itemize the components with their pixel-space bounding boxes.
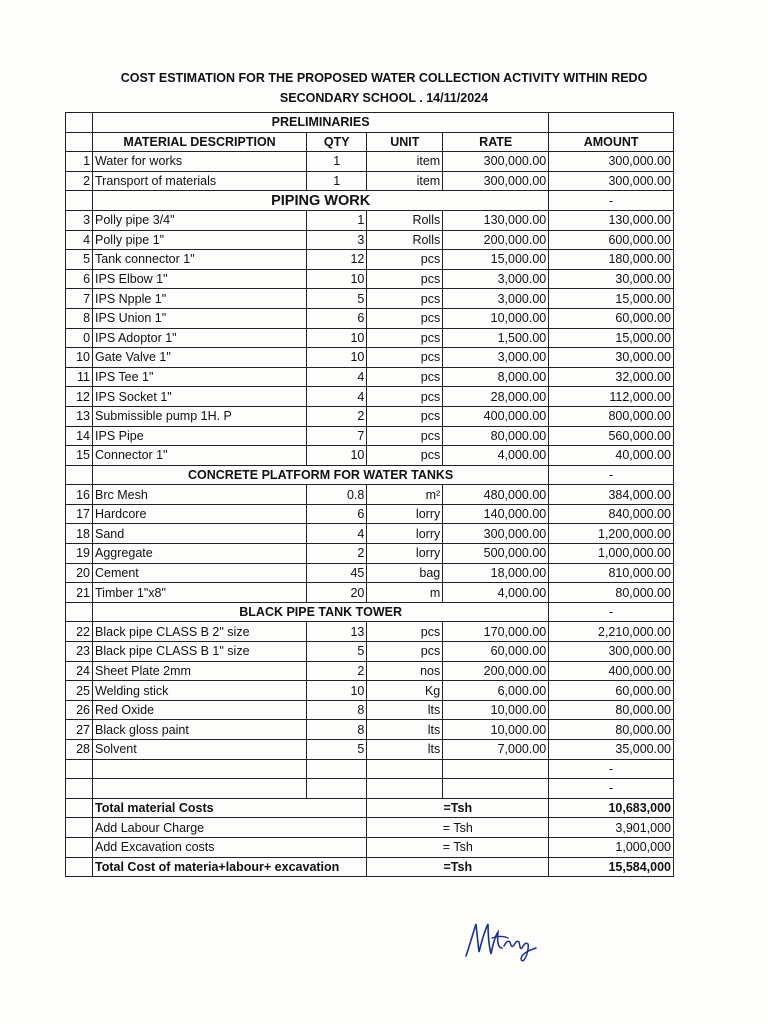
item-description: Black gloss paint: [93, 720, 307, 740]
table-row: [66, 250, 674, 270]
item-unit: pcs: [367, 406, 443, 426]
header-unit: UNIT: [367, 132, 443, 152]
item-rate: 1,500.00: [443, 328, 549, 348]
row-number: 3: [66, 210, 93, 230]
item-unit: pcs: [367, 308, 443, 328]
item-rate: 3,000.00: [443, 348, 549, 368]
item-qty: 5: [307, 642, 367, 662]
total-label: Total material Costs: [93, 798, 367, 818]
item-unit: Rolls: [367, 230, 443, 250]
row-number: [66, 113, 93, 133]
item-amount: 60,000.00: [549, 681, 674, 701]
item-unit: pcs: [367, 622, 443, 642]
section-row-black_pipe: [66, 602, 674, 622]
table-row: [66, 446, 674, 466]
blank-cell: [66, 779, 93, 799]
table-row: [66, 544, 674, 564]
item-rate: 3,000.00: [443, 269, 549, 289]
row-number: 4: [66, 230, 93, 250]
section-amount: -: [549, 465, 674, 485]
table-row: [66, 583, 674, 603]
item-amount: 300,000.00: [549, 152, 674, 172]
item-amount: 32,000.00: [549, 367, 674, 387]
item-rate: 170,000.00: [443, 622, 549, 642]
item-qty: 12: [307, 250, 367, 270]
item-unit: item: [367, 171, 443, 191]
item-unit: lorry: [367, 504, 443, 524]
item-qty: 2: [307, 544, 367, 564]
item-unit: lts: [367, 740, 443, 760]
header-amount: AMOUNT: [549, 132, 674, 152]
blank-amount: -: [549, 779, 674, 799]
table-row: [66, 171, 674, 191]
item-amount: 30,000.00: [549, 269, 674, 289]
table-row: [66, 348, 674, 368]
section-amount: -: [549, 191, 674, 211]
item-rate: 10,000.00: [443, 720, 549, 740]
item-qty: 6: [307, 308, 367, 328]
item-description: Polly pipe 3/4": [93, 210, 307, 230]
item-amount: 1,200,000.00: [549, 524, 674, 544]
column-header-row: [66, 132, 674, 152]
section-amount: -: [549, 602, 674, 622]
table-row: [66, 563, 674, 583]
item-qty: 10: [307, 348, 367, 368]
row-number: 10: [66, 348, 93, 368]
item-description: Aggregate: [93, 544, 307, 564]
total-label: Add Labour Charge: [93, 818, 367, 838]
table-row: [66, 622, 674, 642]
row-number: [66, 798, 93, 818]
total-currency: =Tsh: [367, 857, 549, 877]
table-row: [66, 210, 674, 230]
row-number: 11: [66, 367, 93, 387]
row-number: 21: [66, 583, 93, 603]
item-qty: 8: [307, 700, 367, 720]
item-description: Red Oxide: [93, 700, 307, 720]
blank-row: [66, 779, 674, 799]
blank-cell: [93, 759, 307, 779]
item-qty: 4: [307, 387, 367, 407]
item-unit: item: [367, 152, 443, 172]
item-rate: 18,000.00: [443, 563, 549, 583]
item-rate: 4,000.00: [443, 446, 549, 466]
item-unit: pcs: [367, 367, 443, 387]
table-row: [66, 308, 674, 328]
item-rate: 28,000.00: [443, 387, 549, 407]
item-unit: nos: [367, 661, 443, 681]
item-amount: 800,000.00: [549, 406, 674, 426]
item-description: IPS Adoptor 1": [93, 328, 307, 348]
section-row-piping: [66, 191, 674, 211]
table-row: [66, 367, 674, 387]
table-row: [66, 289, 674, 309]
item-description: Transport of materials: [93, 171, 307, 191]
item-rate: 140,000.00: [443, 504, 549, 524]
item-amount: 35,000.00: [549, 740, 674, 760]
table-row: [66, 406, 674, 426]
item-amount: 384,000.00: [549, 485, 674, 505]
section-title: PRELIMINARIES: [93, 113, 549, 133]
item-amount: 2,210,000.00: [549, 622, 674, 642]
item-description: Sand: [93, 524, 307, 544]
item-amount: 80,000.00: [549, 720, 674, 740]
row-number: 27: [66, 720, 93, 740]
item-amount: 40,000.00: [549, 446, 674, 466]
blank-row: [66, 759, 674, 779]
item-rate: 15,000.00: [443, 250, 549, 270]
item-qty: 2: [307, 406, 367, 426]
blank-cell: [367, 759, 443, 779]
item-qty: 1: [307, 152, 367, 172]
item-rate: 400,000.00: [443, 406, 549, 426]
item-description: Solvent: [93, 740, 307, 760]
item-amount: 810,000.00: [549, 563, 674, 583]
item-unit: pcs: [367, 269, 443, 289]
row-number: 15: [66, 446, 93, 466]
row-number: 5: [66, 250, 93, 270]
document-title-line2: SECONDARY SCHOOL . 14/11/2024: [279, 91, 489, 105]
item-qty: 5: [307, 740, 367, 760]
table-row: [66, 700, 674, 720]
row-number: 20: [66, 563, 93, 583]
blank-cell: [93, 779, 307, 799]
item-amount: 180,000.00: [549, 250, 674, 270]
item-unit: Kg: [367, 681, 443, 701]
item-amount: 560,000.00: [549, 426, 674, 446]
blank-cell: [367, 779, 443, 799]
item-rate: 3,000.00: [443, 289, 549, 309]
item-description: Connector 1": [93, 446, 307, 466]
item-qty: 2: [307, 661, 367, 681]
header-description: MATERIAL DESCRIPTION: [93, 132, 307, 152]
item-rate: 6,000.00: [443, 681, 549, 701]
row-number: 28: [66, 740, 93, 760]
item-unit: pcs: [367, 446, 443, 466]
item-unit: lts: [367, 720, 443, 740]
item-qty: 6: [307, 504, 367, 524]
item-unit: m²: [367, 485, 443, 505]
blank-amount: -: [549, 759, 674, 779]
row-number: 12: [66, 387, 93, 407]
total-row: [66, 857, 674, 877]
row-number: 7: [66, 289, 93, 309]
row-number: 23: [66, 642, 93, 662]
item-unit: pcs: [367, 426, 443, 446]
row-number: 18: [66, 524, 93, 544]
row-number: 2: [66, 171, 93, 191]
header-rate: RATE: [443, 132, 549, 152]
table-row: [66, 740, 674, 760]
item-rate: 480,000.00: [443, 485, 549, 505]
item-description: Gate Valve 1": [93, 348, 307, 368]
row-number: 6: [66, 269, 93, 289]
item-qty: 4: [307, 367, 367, 387]
item-amount: 112,000.00: [549, 387, 674, 407]
item-description: Black pipe CLASS B 1" size: [93, 642, 307, 662]
row-number: 8: [66, 308, 93, 328]
item-qty: 45: [307, 563, 367, 583]
row-number: 16: [66, 485, 93, 505]
item-rate: 60,000.00: [443, 642, 549, 662]
table-row: [66, 387, 674, 407]
item-unit: pcs: [367, 348, 443, 368]
total-label: Add Excavation costs: [93, 837, 367, 857]
item-unit: pcs: [367, 387, 443, 407]
item-description: Cement: [93, 563, 307, 583]
blank-cell: [66, 759, 93, 779]
total-amount: 10,683,000: [549, 798, 674, 818]
item-description: Timber 1"x8": [93, 583, 307, 603]
section-title: PIPING WORK: [93, 191, 549, 211]
item-rate: 10,000.00: [443, 308, 549, 328]
item-amount: 130,000.00: [549, 210, 674, 230]
section-amount: [549, 113, 674, 133]
table-row: [66, 485, 674, 505]
item-qty: 8: [307, 720, 367, 740]
item-unit: Rolls: [367, 210, 443, 230]
item-rate: 10,000.00: [443, 700, 549, 720]
row-number: 0: [66, 328, 93, 348]
item-qty: 10: [307, 328, 367, 348]
item-unit: pcs: [367, 642, 443, 662]
item-unit: pcs: [367, 328, 443, 348]
item-description: IPS Union 1": [93, 308, 307, 328]
table-row: [66, 720, 674, 740]
item-qty: 4: [307, 524, 367, 544]
item-unit: lts: [367, 700, 443, 720]
row-number: 26: [66, 700, 93, 720]
item-description: IPS Npple 1": [93, 289, 307, 309]
total-amount: 15,584,000: [549, 857, 674, 877]
item-qty: 5: [307, 289, 367, 309]
item-description: Sheet Plate 2mm: [93, 661, 307, 681]
blank-cell: [307, 779, 367, 799]
item-amount: 30,000.00: [549, 348, 674, 368]
item-amount: 1,000,000.00: [549, 544, 674, 564]
table-row: [66, 661, 674, 681]
table-row: [66, 681, 674, 701]
document-title-line1: COST ESTIMATION FOR THE PROPOSED WATER COLLECTION ACTIVITY WITHIN REDO: [120, 71, 648, 85]
item-rate: 7,000.00: [443, 740, 549, 760]
cost-estimation-table: [65, 112, 674, 877]
item-unit: bag: [367, 563, 443, 583]
item-rate: 4,000.00: [443, 583, 549, 603]
total-label: Total Cost of materia+labour+ excavation: [93, 857, 367, 877]
item-description: Black pipe CLASS B 2" size: [93, 622, 307, 642]
item-amount: 600,000.00: [549, 230, 674, 250]
table-row: [66, 269, 674, 289]
item-description: IPS Socket 1": [93, 387, 307, 407]
item-qty: 10: [307, 681, 367, 701]
row-number: [66, 602, 93, 622]
section-row-concrete: [66, 465, 674, 485]
row-number: 13: [66, 406, 93, 426]
item-unit: pcs: [367, 250, 443, 270]
row-number: 24: [66, 661, 93, 681]
table-row: [66, 642, 674, 662]
item-qty: 1: [307, 210, 367, 230]
item-rate: 300,000.00: [443, 152, 549, 172]
header-no: [66, 132, 93, 152]
row-number: 1: [66, 152, 93, 172]
item-rate: 200,000.00: [443, 230, 549, 250]
item-amount: 80,000.00: [549, 700, 674, 720]
table-row: [66, 524, 674, 544]
item-description: IPS Elbow 1": [93, 269, 307, 289]
row-number: 25: [66, 681, 93, 701]
item-rate: 8,000.00: [443, 367, 549, 387]
item-rate: 200,000.00: [443, 661, 549, 681]
total-currency: = Tsh: [367, 818, 549, 838]
row-number: [66, 191, 93, 211]
item-rate: 130,000.00: [443, 210, 549, 230]
item-rate: 300,000.00: [443, 171, 549, 191]
row-number: 17: [66, 504, 93, 524]
item-unit: m: [367, 583, 443, 603]
item-description: IPS Tee 1": [93, 367, 307, 387]
item-rate: 500,000.00: [443, 544, 549, 564]
row-number: 19: [66, 544, 93, 564]
item-qty: 10: [307, 446, 367, 466]
item-rate: 300,000.00: [443, 524, 549, 544]
item-amount: 60,000.00: [549, 308, 674, 328]
item-amount: 400,000.00: [549, 661, 674, 681]
item-unit: lorry: [367, 544, 443, 564]
item-description: Polly pipe 1": [93, 230, 307, 250]
blank-cell: [307, 759, 367, 779]
section-title: BLACK PIPE TANK TOWER: [93, 602, 549, 622]
item-rate: 80,000.00: [443, 426, 549, 446]
total-amount: 3,901,000: [549, 818, 674, 838]
row-number: [66, 818, 93, 838]
item-amount: 300,000.00: [549, 171, 674, 191]
blank-cell: [443, 759, 549, 779]
total-currency: =Tsh: [367, 798, 549, 818]
item-description: Brc Mesh: [93, 485, 307, 505]
header-qty: QTY: [307, 132, 367, 152]
item-description: Water for works: [93, 152, 307, 172]
item-description: Hardcore: [93, 504, 307, 524]
item-qty: 0.8: [307, 485, 367, 505]
total-row: [66, 837, 674, 857]
item-qty: 10: [307, 269, 367, 289]
item-qty: 3: [307, 230, 367, 250]
item-qty: 20: [307, 583, 367, 603]
table-row: [66, 504, 674, 524]
item-description: Submissible pump 1H. P: [93, 406, 307, 426]
item-unit: pcs: [367, 289, 443, 309]
row-number: [66, 465, 93, 485]
item-amount: 15,000.00: [549, 328, 674, 348]
item-amount: 840,000.00: [549, 504, 674, 524]
row-number: [66, 837, 93, 857]
blank-cell: [443, 779, 549, 799]
item-qty: 13: [307, 622, 367, 642]
row-number: 14: [66, 426, 93, 446]
signature-icon: [462, 918, 548, 964]
row-number: [66, 857, 93, 877]
item-qty: 7: [307, 426, 367, 446]
section-row-preliminaries: [66, 113, 674, 133]
item-amount: 15,000.00: [549, 289, 674, 309]
total-row: [66, 798, 674, 818]
table-row: [66, 328, 674, 348]
item-description: IPS Pipe: [93, 426, 307, 446]
item-amount: 300,000.00: [549, 642, 674, 662]
item-qty: 1: [307, 171, 367, 191]
total-currency: = Tsh: [367, 837, 549, 857]
item-amount: 80,000.00: [549, 583, 674, 603]
item-description: Tank connector 1": [93, 250, 307, 270]
row-number: 22: [66, 622, 93, 642]
item-unit: lorry: [367, 524, 443, 544]
table-row: [66, 152, 674, 172]
item-description: Welding stick: [93, 681, 307, 701]
total-row: [66, 818, 674, 838]
section-title: CONCRETE PLATFORM FOR WATER TANKS: [93, 465, 549, 485]
table-row: [66, 426, 674, 446]
table-row: [66, 230, 674, 250]
total-amount: 1,000,000: [549, 837, 674, 857]
